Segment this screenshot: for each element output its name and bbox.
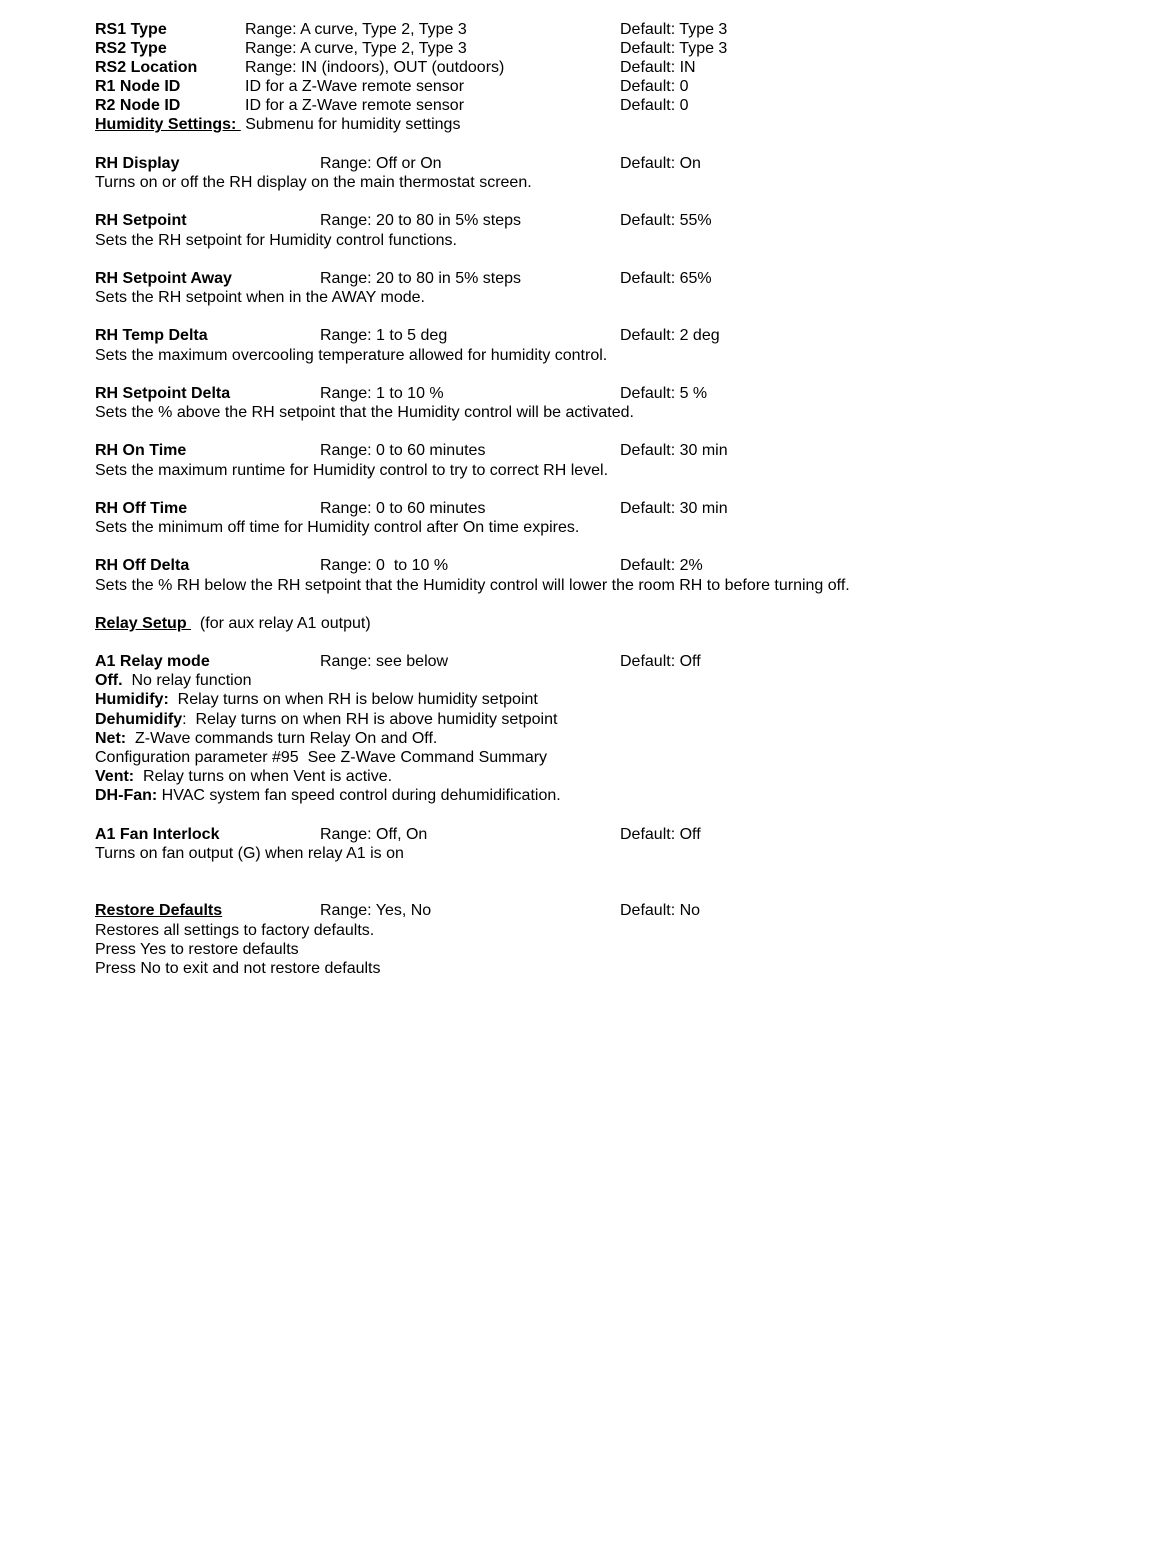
rh-setpoint-away-desc: Sets the RH setpoint when in the AWAY mode. <box>95 289 425 306</box>
restore-defaults-name: Restore Defaults <box>95 902 223 919</box>
rs1-type-range: Range: A curve, Type 2, Type 3 <box>245 21 467 38</box>
relay-option-text: : Relay turns on when RH is above humidity setpoint <box>182 711 558 728</box>
rh-setpoint-delta-default: Default: 5 % <box>620 385 708 402</box>
r2-node-id-range: ID for a Z-Wave remote sensor <box>245 97 465 114</box>
a1-relay-mode-range: Range: see below <box>320 653 449 670</box>
rh-off-time-desc: Sets the minimum off time for Humidity control after On time expires. <box>95 519 580 536</box>
rh-display-range: Range: Off or On <box>320 155 442 172</box>
rh-off-time-range: Range: 0 to 60 minutes <box>320 500 486 517</box>
rh-temp-delta-desc: Sets the maximum overcooling temperature allowed for humidity control. <box>95 347 608 364</box>
a1-fan-interlock-desc: Turns on fan output (G) when relay A1 is on <box>95 845 404 862</box>
restore-defaults-line: Press No to exit and not restore defaults <box>95 960 381 977</box>
relay-option-off <box>95 671 252 690</box>
relay-option-label: Off. <box>95 672 123 689</box>
r1-node-id-name: R1 Node ID <box>95 78 181 95</box>
relay-option-text: Relay turns on when RH is below humidity setpoint <box>168 691 538 708</box>
rs2-type-default: Default: Type 3 <box>620 40 728 57</box>
r2-node-id-name: R2 Node ID <box>95 97 181 114</box>
restore-defaults-range: Range: Yes, No <box>320 902 432 919</box>
restore-defaults-line: Press Yes to restore defaults <box>95 941 299 958</box>
humidity-settings-heading <box>95 115 460 134</box>
relay-option-text: Z-Wave commands turn Relay On and Off. <box>126 730 438 747</box>
rs2-type-range: Range: A curve, Type 2, Type 3 <box>245 40 467 57</box>
rh-temp-delta-range: Range: 1 to 5 deg <box>320 327 448 344</box>
r1-node-id-default: Default: 0 <box>620 78 689 95</box>
relay-option-text: No relay function <box>122 672 252 689</box>
a1-fan-interlock-range: Range: Off, On <box>320 826 428 843</box>
rh-temp-delta-name: RH Temp Delta <box>95 327 208 344</box>
rh-off-time-default: Default: 30 min <box>620 500 728 517</box>
rs2-location-name: RS2 Location <box>95 59 198 76</box>
humidity-settings-title: Humidity Settings: <box>95 116 241 133</box>
rh-on-time-desc: Sets the maximum runtime for Humidity control to try to correct RH level. <box>95 462 609 479</box>
a1-relay-mode-default: Default: Off <box>620 653 701 670</box>
rs1-type-default: Default: Type 3 <box>620 21 728 38</box>
relay-option-text: Relay turns on when Vent is active. <box>134 768 393 785</box>
a1-fan-interlock-name: A1 Fan Interlock <box>95 826 220 843</box>
rs2-location-default: Default: IN <box>620 59 696 76</box>
rh-off-delta-range: Range: 0 to 10 % <box>320 557 449 574</box>
rh-setpoint-delta-name: RH Setpoint Delta <box>95 385 231 402</box>
relay-setup-title: Relay Setup <box>95 615 192 632</box>
relay-option-label: Net: <box>95 730 127 747</box>
rs2-type-name: RS2 Type <box>95 40 167 57</box>
rh-setpoint-delta-range: Range: 1 to 10 % <box>320 385 444 402</box>
relay-option-dh-fan <box>95 786 561 805</box>
restore-defaults-default: Default: No <box>620 902 701 919</box>
rh-off-delta-default: Default: 2% <box>620 557 703 574</box>
rh-off-time-name: RH Off Time <box>95 500 188 517</box>
a1-relay-mode-name: A1 Relay mode <box>95 653 210 670</box>
relay-option-net <box>95 729 437 748</box>
relay-option-humidify <box>95 690 538 709</box>
relay-setup-heading <box>95 614 371 633</box>
r1-node-id-range: ID for a Z-Wave remote sensor <box>245 78 465 95</box>
rh-off-delta-desc: Sets the % RH below the RH setpoint that the Humidity control will lower the room RH to before turning off. <box>95 577 850 594</box>
relay-option-label: Dehumidify <box>95 711 183 728</box>
rh-display-default: Default: On <box>620 155 701 172</box>
rh-setpoint-name: RH Setpoint <box>95 212 187 229</box>
rh-setpoint-away-default: Default: 65% <box>620 270 712 287</box>
rs1-type-name: RS1 Type <box>95 21 167 38</box>
relay-option-label: DH-Fan: <box>95 787 158 804</box>
rh-temp-delta-default: Default: 2 deg <box>620 327 720 344</box>
rh-setpoint-away-range: Range: 20 to 80 in 5% steps <box>320 270 522 287</box>
relay-option-label: Humidify: <box>95 691 169 708</box>
relay-option-label: Vent: <box>95 768 135 785</box>
relay-option-text: HVAC system fan speed control during dehumidification. <box>157 787 561 804</box>
relay-option-dehumidify <box>95 710 557 729</box>
rh-setpoint-delta-desc: Sets the % above the RH setpoint that the Humidity control will be activated. <box>95 404 634 421</box>
a1-fan-interlock-default: Default: Off <box>620 826 701 843</box>
humidity-settings-desc: Submenu for humidity settings <box>245 116 461 133</box>
rh-setpoint-desc: Sets the RH setpoint for Humidity control functions. <box>95 232 457 249</box>
relay-option-text: Configuration parameter #95 See Z-Wave Command Summary <box>95 749 548 766</box>
rh-display-desc: Turns on or off the RH display on the main thermostat screen. <box>95 174 532 191</box>
rh-on-time-range: Range: 0 to 60 minutes <box>320 442 486 459</box>
r2-node-id-default: Default: 0 <box>620 97 689 114</box>
rh-setpoint-default: Default: 55% <box>620 212 712 229</box>
relay-option-config-param <box>95 748 547 767</box>
rh-on-time-name: RH On Time <box>95 442 187 459</box>
rh-off-delta-name: RH Off Delta <box>95 557 190 574</box>
restore-defaults-line: Restores all settings to factory defaults. <box>95 922 375 939</box>
rh-on-time-default: Default: 30 min <box>620 442 728 459</box>
relay-option-vent <box>95 767 392 786</box>
rh-display-name: RH Display <box>95 155 180 172</box>
rh-setpoint-range: Range: 20 to 80 in 5% steps <box>320 212 522 229</box>
rh-setpoint-away-name: RH Setpoint Away <box>95 270 232 287</box>
rs2-location-range: Range: IN (indoors), OUT (outdoors) <box>245 59 505 76</box>
relay-setup-desc: (for aux relay A1 output) <box>199 615 371 632</box>
